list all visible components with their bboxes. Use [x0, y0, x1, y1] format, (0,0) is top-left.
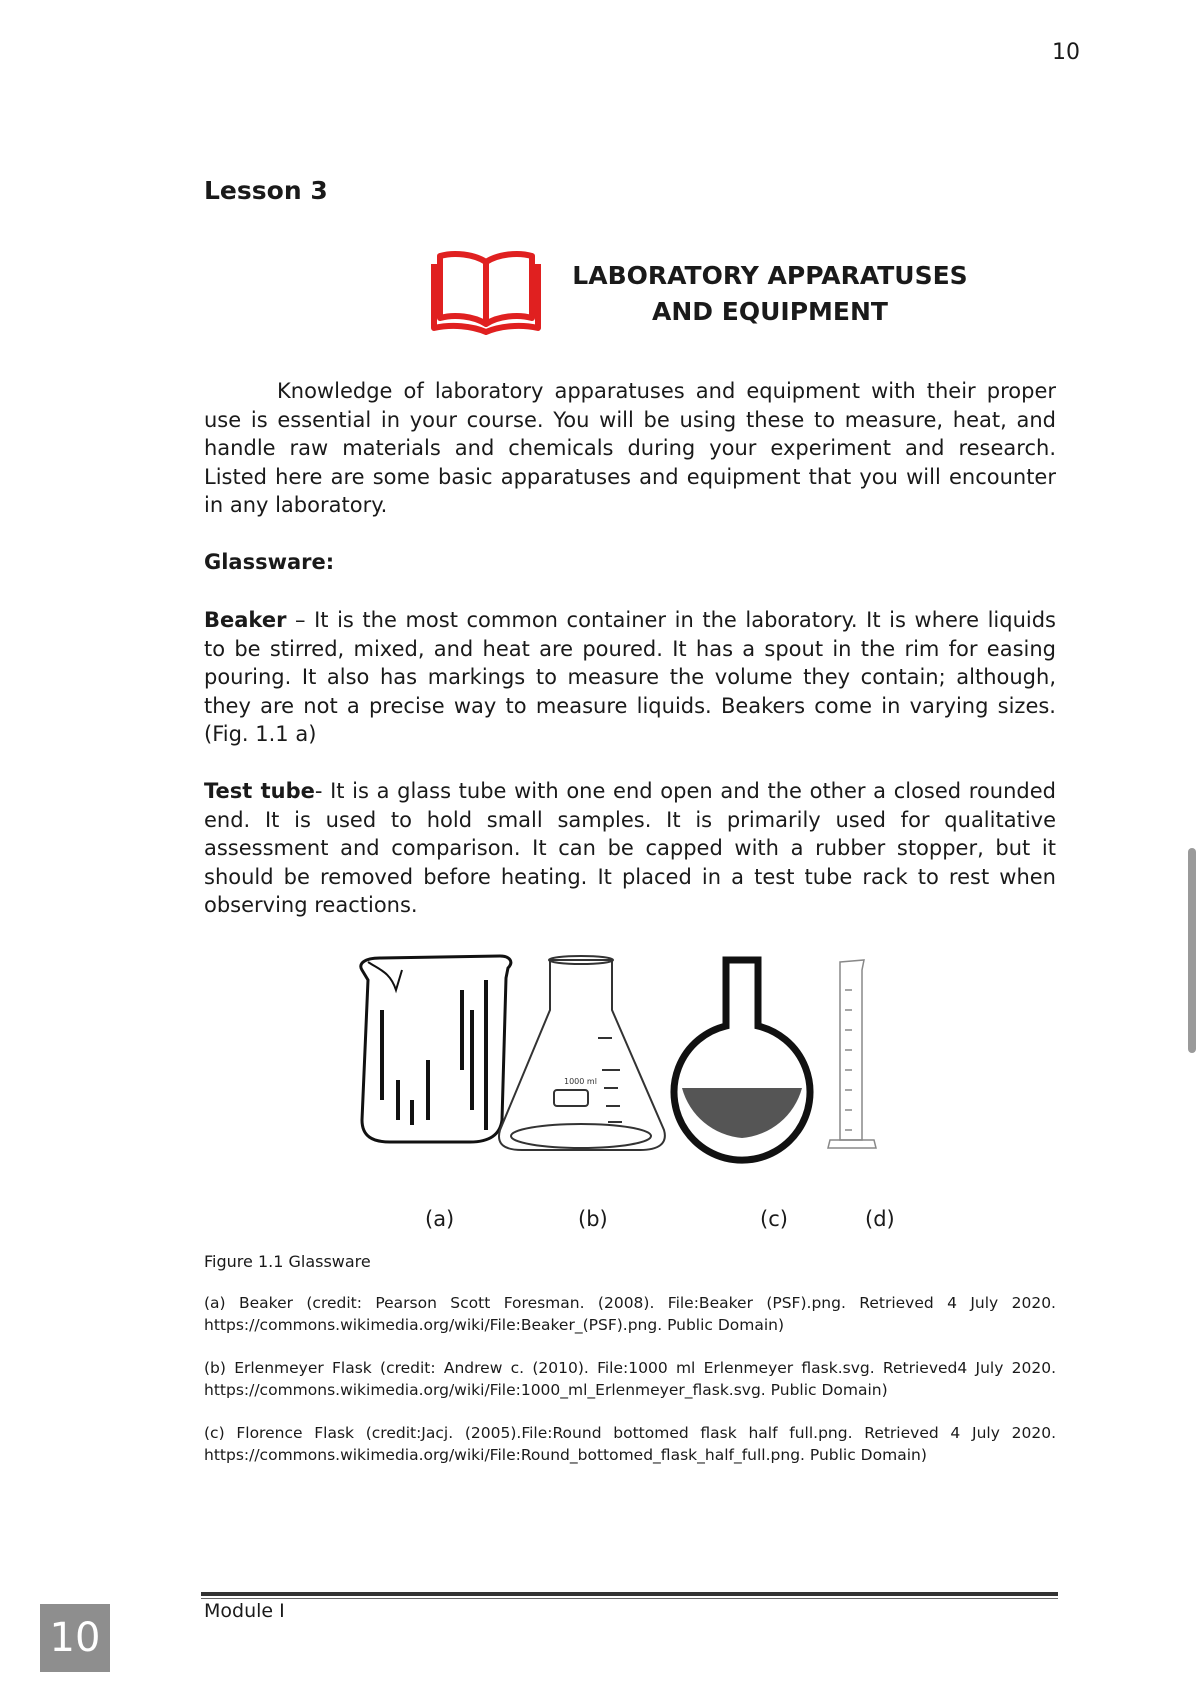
erlenmeyer-flask-illustration — [499, 956, 665, 1150]
test-tube-text: - It is a glass tube with one end open and the other a closed rounded end. It is used to hold small samples. It is primarily used for qualitative assessment and comparison. It can be capped with a rubber stopper, but it should be removed before heating. It placed in a test tube rack to rest when observing reactions. — [204, 779, 1056, 917]
header-title-line1: LABORATORY APPARATUSES — [572, 261, 968, 290]
flask-volume-marking: 1000 ml — [564, 1077, 597, 1086]
credit-b: (b) Erlenmeyer Flask (credit: Andrew c. (2010). File:1000 ml Erlenmeyer flask.svg. Retrieved4 July 2020. https://commons.wikimedia.org/wiki/File:1000_ml_Erlenmeyer_flask.svg. Public Domain) — [204, 1359, 1056, 1399]
lesson-title: Lesson 3 — [204, 176, 328, 205]
module-label: Module I — [204, 1600, 285, 1622]
glassware-figure — [350, 950, 910, 1215]
header-title-line2: AND EQUIPMENT — [652, 297, 888, 326]
scrollbar-handle[interactable] — [1188, 848, 1196, 1053]
beaker-term: Beaker — [204, 608, 287, 632]
graduated-cylinder-illustration — [828, 960, 876, 1148]
intro-paragraph: Knowledge of laboratory apparatuses and equipment with their proper use is essential in your course. You will be using these to measure, heat, and handle raw materials and chemicals during your experiment and research. Listed here are some basic apparatuses and equipment that you will encounter in any laboratory. — [204, 379, 1056, 517]
footer-rule-thin — [201, 1598, 1058, 1599]
credit-a: (a) Beaker (credit: Pearson Scott Foresman. (2008). File:Beaker (PSF).png. Retrieved 4 July 2020. https://commons.wikimedia.org/wiki/File:Beaker_(PSF).png. Public Domain) — [204, 1294, 1056, 1334]
figure-caption: Figure 1.1 Glassware — [204, 1252, 371, 1271]
book-icon — [430, 248, 542, 336]
header-title — [565, 258, 975, 330]
beaker-text: – It is the most common container in the laboratory. It is where liquids to be stirred, mixed, and heat are poured. It has a spout in the rim for easing pouring. It also has markings to measure the volume they contain; although, they are not a precise way to measure liquids. Beakers come in varying sizes. (Fig. 1.1 a) — [204, 608, 1056, 746]
florence-flask-illustration — [674, 960, 810, 1160]
credit-c: (c) Florence Flask (credit:Jacj. (2005).File:Round bottomed flask half full.png. Retrieved 4 July 2020. https://commons.wikimedia.org/wiki/File:Round_bottomed_flask_half_full.png. Public Domain) — [204, 1424, 1056, 1464]
footer-rule — [201, 1592, 1058, 1596]
page-number: 10 — [1052, 40, 1080, 65]
section-heading: Glassware: — [204, 550, 335, 574]
test-tube-paragraph — [204, 777, 1056, 920]
page-badge[interactable]: 10 — [40, 1604, 110, 1672]
figure-label-c: (c) — [760, 1207, 788, 1231]
beaker-paragraph — [204, 606, 1056, 749]
figure-label-b: (b) — [578, 1207, 608, 1231]
figure-label-a: (a) — [425, 1207, 455, 1231]
figure-label-d: (d) — [865, 1207, 895, 1231]
test-tube-term: Test tube — [204, 779, 315, 803]
beaker-illustration — [361, 956, 511, 1142]
